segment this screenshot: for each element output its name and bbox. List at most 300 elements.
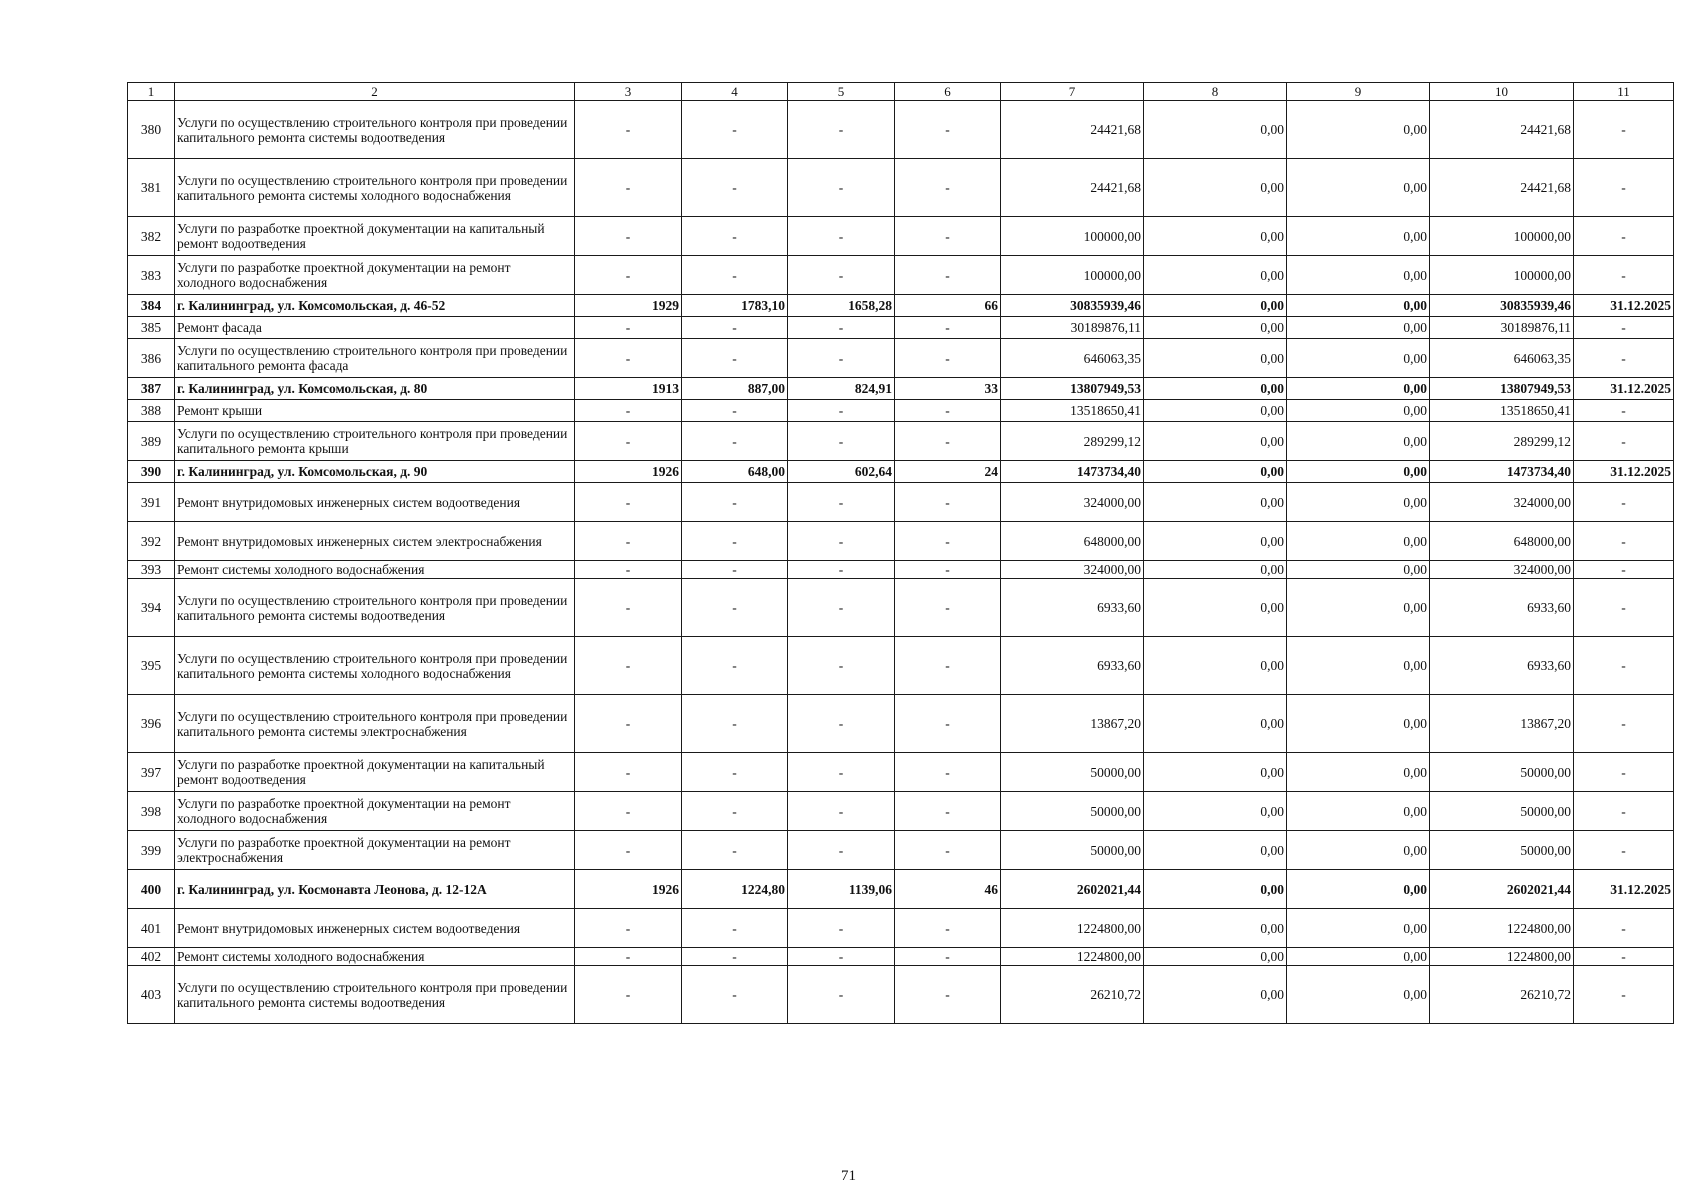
area-cell: - (682, 159, 788, 217)
deadline-cell: - (1574, 966, 1674, 1024)
cost-col8-cell: 0,00 (1144, 295, 1287, 317)
deadline-cell: - (1574, 831, 1674, 870)
table-row (128, 256, 1674, 295)
cost-col8-cell: 0,00 (1144, 422, 1287, 461)
deadline-cell: - (1574, 561, 1674, 579)
living-area-cell: - (788, 831, 895, 870)
row-number-cell: 380 (128, 101, 175, 159)
cost-col9-cell: 0,00 (1287, 378, 1430, 400)
living-area-cell: 824,91 (788, 378, 895, 400)
living-area-cell: - (788, 753, 895, 792)
description-cell: Услуги по разработке проектной документации на ремонт холодного водоснабжения (175, 256, 575, 295)
cost-col10-cell: 324000,00 (1430, 561, 1574, 579)
year-cell: - (575, 400, 682, 422)
cost-col9-cell: 0,00 (1287, 753, 1430, 792)
table-header-row (128, 83, 1674, 101)
year-cell: - (575, 637, 682, 695)
row-number-cell: 394 (128, 579, 175, 637)
cost-col10-cell: 648000,00 (1430, 522, 1574, 561)
year-cell: - (575, 217, 682, 256)
row-number-cell: 389 (128, 422, 175, 461)
living-area-cell: - (788, 422, 895, 461)
row-number-cell: 381 (128, 159, 175, 217)
cost-col8-cell: 0,00 (1144, 378, 1287, 400)
row-number-cell: 403 (128, 966, 175, 1024)
area-cell: 887,00 (682, 378, 788, 400)
area-cell: - (682, 101, 788, 159)
cost-col9-cell: 0,00 (1287, 695, 1430, 753)
description-cell: Услуги по разработке проектной документации на капитальный ремонт водоотведения (175, 753, 575, 792)
cost-col8-cell: 0,00 (1144, 637, 1287, 695)
cost-col8-cell: 0,00 (1144, 831, 1287, 870)
area-cell: 1783,10 (682, 295, 788, 317)
year-cell: 1926 (575, 461, 682, 483)
deadline-cell: - (1574, 948, 1674, 966)
cost-col8-cell: 0,00 (1144, 101, 1287, 159)
residents-cell: - (895, 339, 1001, 378)
table-body (128, 83, 1674, 1024)
cost-col8-cell: 0,00 (1144, 792, 1287, 831)
description-cell: Ремонт фасада (175, 317, 575, 339)
total-cost-cell: 26210,72 (1001, 966, 1144, 1024)
cost-col8-cell: 0,00 (1144, 909, 1287, 948)
deadline-cell: - (1574, 695, 1674, 753)
table-row (128, 966, 1674, 1024)
description-cell: Услуги по разработке проектной документации на ремонт электроснабжения (175, 831, 575, 870)
row-number-cell: 392 (128, 522, 175, 561)
cost-col10-cell: 2602021,44 (1430, 870, 1574, 909)
year-cell: - (575, 256, 682, 295)
area-cell: - (682, 483, 788, 522)
description-cell: Ремонт внутридомовых инженерных систем электроснабжения (175, 522, 575, 561)
residents-cell: - (895, 317, 1001, 339)
residents-cell: - (895, 792, 1001, 831)
cost-col10-cell: 50000,00 (1430, 831, 1574, 870)
year-cell: - (575, 695, 682, 753)
description-cell: Услуги по осуществлению строительного контроля при проведении капитального ремонта системы электроснабжения (175, 695, 575, 753)
deadline-cell: - (1574, 339, 1674, 378)
deadline-cell: 31.12.2025 (1574, 295, 1674, 317)
deadline-cell: - (1574, 909, 1674, 948)
year-cell: 1913 (575, 378, 682, 400)
table-row (128, 483, 1674, 522)
deadline-cell: 31.12.2025 (1574, 461, 1674, 483)
column-header: 5 (788, 83, 895, 101)
residents-cell: - (895, 579, 1001, 637)
area-cell: 648,00 (682, 461, 788, 483)
table-row (128, 948, 1674, 966)
year-cell: - (575, 831, 682, 870)
living-area-cell: - (788, 792, 895, 831)
description-cell: Услуги по разработке проектной документации на капитальный ремонт водоотведения (175, 217, 575, 256)
cost-col10-cell: 24421,68 (1430, 159, 1574, 217)
table-row (128, 378, 1674, 400)
description-cell: Ремонт внутридомовых инженерных систем водоотведения (175, 483, 575, 522)
living-area-cell: - (788, 948, 895, 966)
column-header: 3 (575, 83, 682, 101)
description-cell: Услуги по осуществлению строительного контроля при проведении капитального ремонта крыши (175, 422, 575, 461)
cost-col9-cell: 0,00 (1287, 579, 1430, 637)
total-cost-cell: 1473734,40 (1001, 461, 1144, 483)
year-cell: 1929 (575, 295, 682, 317)
residents-cell: - (895, 695, 1001, 753)
deadline-cell: - (1574, 256, 1674, 295)
living-area-cell: - (788, 909, 895, 948)
cost-col8-cell: 0,00 (1144, 579, 1287, 637)
description-cell: Услуги по осуществлению строительного контроля при проведении капитального ремонта системы холодного водоснабжения (175, 159, 575, 217)
row-number-cell: 399 (128, 831, 175, 870)
cost-col9-cell: 0,00 (1287, 101, 1430, 159)
area-cell: - (682, 695, 788, 753)
cost-col10-cell: 6933,60 (1430, 637, 1574, 695)
table-row (128, 400, 1674, 422)
cost-col9-cell: 0,00 (1287, 217, 1430, 256)
cost-col9-cell: 0,00 (1287, 966, 1430, 1024)
table-row (128, 317, 1674, 339)
living-area-cell: 1139,06 (788, 870, 895, 909)
cost-col10-cell: 50000,00 (1430, 792, 1574, 831)
row-number-cell: 387 (128, 378, 175, 400)
total-cost-cell: 30189876,11 (1001, 317, 1144, 339)
deadline-cell: - (1574, 400, 1674, 422)
total-cost-cell: 2602021,44 (1001, 870, 1144, 909)
area-cell: - (682, 217, 788, 256)
cost-col10-cell: 324000,00 (1430, 483, 1574, 522)
cost-col8-cell: 0,00 (1144, 483, 1287, 522)
cost-col8-cell: 0,00 (1144, 870, 1287, 909)
deadline-cell: - (1574, 159, 1674, 217)
row-number-cell: 384 (128, 295, 175, 317)
cost-col9-cell: 0,00 (1287, 870, 1430, 909)
cost-col9-cell: 0,00 (1287, 792, 1430, 831)
table-row (128, 637, 1674, 695)
total-cost-cell: 324000,00 (1001, 561, 1144, 579)
deadline-cell: - (1574, 101, 1674, 159)
living-area-cell: - (788, 339, 895, 378)
residents-cell: - (895, 483, 1001, 522)
area-cell: - (682, 400, 788, 422)
deadline-cell: - (1574, 522, 1674, 561)
row-number-cell: 382 (128, 217, 175, 256)
column-header: 1 (128, 83, 175, 101)
cost-col9-cell: 0,00 (1287, 339, 1430, 378)
description-cell: Услуги по осуществлению строительного контроля при проведении капитального ремонта системы водоотведения (175, 579, 575, 637)
total-cost-cell: 13807949,53 (1001, 378, 1144, 400)
cost-col9-cell: 0,00 (1287, 948, 1430, 966)
area-cell: - (682, 753, 788, 792)
cost-col8-cell: 0,00 (1144, 339, 1287, 378)
column-header: 4 (682, 83, 788, 101)
table-row (128, 422, 1674, 461)
cost-col10-cell: 30835939,46 (1430, 295, 1574, 317)
living-area-cell: - (788, 400, 895, 422)
area-cell: - (682, 792, 788, 831)
row-number-cell: 398 (128, 792, 175, 831)
cost-col9-cell: 0,00 (1287, 295, 1430, 317)
residents-cell: 66 (895, 295, 1001, 317)
description-cell: Услуги по осуществлению строительного контроля при проведении капитального ремонта системы холодного водоснабжения (175, 637, 575, 695)
year-cell: - (575, 339, 682, 378)
total-cost-cell: 50000,00 (1001, 792, 1144, 831)
table-row (128, 579, 1674, 637)
description-cell: Ремонт системы холодного водоснабжения (175, 561, 575, 579)
living-area-cell: - (788, 483, 895, 522)
cost-col8-cell: 0,00 (1144, 753, 1287, 792)
residents-cell: - (895, 217, 1001, 256)
total-cost-cell: 100000,00 (1001, 256, 1144, 295)
column-header: 6 (895, 83, 1001, 101)
row-number-cell: 383 (128, 256, 175, 295)
row-number-cell: 390 (128, 461, 175, 483)
description-cell: Услуги по осуществлению строительного контроля при проведении капитального ремонта системы водоотведения (175, 966, 575, 1024)
year-cell: - (575, 909, 682, 948)
total-cost-cell: 1224800,00 (1001, 909, 1144, 948)
table-row (128, 461, 1674, 483)
total-cost-cell: 13518650,41 (1001, 400, 1144, 422)
cost-col10-cell: 26210,72 (1430, 966, 1574, 1024)
year-cell: - (575, 101, 682, 159)
total-cost-cell: 289299,12 (1001, 422, 1144, 461)
deadline-cell: - (1574, 637, 1674, 695)
cost-col8-cell: 0,00 (1144, 695, 1287, 753)
area-cell: - (682, 339, 788, 378)
total-cost-cell: 1224800,00 (1001, 948, 1144, 966)
row-number-cell: 396 (128, 695, 175, 753)
table-row (128, 101, 1674, 159)
cost-col8-cell: 0,00 (1144, 948, 1287, 966)
cost-col9-cell: 0,00 (1287, 483, 1430, 522)
area-cell: - (682, 909, 788, 948)
year-cell: - (575, 317, 682, 339)
residents-cell: - (895, 561, 1001, 579)
total-cost-cell: 646063,35 (1001, 339, 1144, 378)
deadline-cell: - (1574, 792, 1674, 831)
living-area-cell: - (788, 966, 895, 1024)
total-cost-cell: 24421,68 (1001, 101, 1144, 159)
table-row (128, 753, 1674, 792)
year-cell: - (575, 948, 682, 966)
cost-col10-cell: 100000,00 (1430, 256, 1574, 295)
column-header: 9 (1287, 83, 1430, 101)
residents-cell: - (895, 909, 1001, 948)
area-cell: - (682, 579, 788, 637)
cost-col10-cell: 1224800,00 (1430, 909, 1574, 948)
row-number-cell: 385 (128, 317, 175, 339)
table-row (128, 831, 1674, 870)
description-cell: Услуги по разработке проектной документации на ремонт холодного водоснабжения (175, 792, 575, 831)
residents-cell: - (895, 966, 1001, 1024)
deadline-cell: - (1574, 217, 1674, 256)
table-row (128, 159, 1674, 217)
cost-col10-cell: 30189876,11 (1430, 317, 1574, 339)
column-header: 11 (1574, 83, 1674, 101)
deadline-cell: - (1574, 422, 1674, 461)
year-cell: - (575, 966, 682, 1024)
page-number: 71 (841, 1168, 856, 1184)
year-cell: - (575, 522, 682, 561)
residents-cell: - (895, 831, 1001, 870)
living-area-cell: - (788, 159, 895, 217)
cost-col10-cell: 6933,60 (1430, 579, 1574, 637)
year-cell: - (575, 579, 682, 637)
description-cell: Услуги по осуществлению строительного контроля при проведении капитального ремонта системы водоотведения (175, 101, 575, 159)
area-cell: - (682, 966, 788, 1024)
cost-col9-cell: 0,00 (1287, 159, 1430, 217)
row-number-cell: 386 (128, 339, 175, 378)
cost-col10-cell: 646063,35 (1430, 339, 1574, 378)
cost-col8-cell: 0,00 (1144, 966, 1287, 1024)
living-area-cell: - (788, 637, 895, 695)
cost-col9-cell: 0,00 (1287, 256, 1430, 295)
description-cell: г. Калининград, ул. Комсомольская, д. 46-52 (175, 295, 575, 317)
cost-col10-cell: 50000,00 (1430, 753, 1574, 792)
year-cell: - (575, 792, 682, 831)
area-cell: - (682, 561, 788, 579)
area-cell: 1224,80 (682, 870, 788, 909)
description-cell: Ремонт внутридомовых инженерных систем водоотведения (175, 909, 575, 948)
living-area-cell: - (788, 561, 895, 579)
total-cost-cell: 324000,00 (1001, 483, 1144, 522)
row-number-cell: 401 (128, 909, 175, 948)
cost-col10-cell: 289299,12 (1430, 422, 1574, 461)
table-row (128, 339, 1674, 378)
description-cell: Услуги по осуществлению строительного контроля при проведении капитального ремонта фасада (175, 339, 575, 378)
row-number-cell: 391 (128, 483, 175, 522)
total-cost-cell: 13867,20 (1001, 695, 1144, 753)
cost-col10-cell: 1473734,40 (1430, 461, 1574, 483)
cost-col9-cell: 0,00 (1287, 561, 1430, 579)
deadline-cell: - (1574, 317, 1674, 339)
deadline-cell: 31.12.2025 (1574, 378, 1674, 400)
column-header: 10 (1430, 83, 1574, 101)
residents-cell: - (895, 637, 1001, 695)
cost-col9-cell: 0,00 (1287, 461, 1430, 483)
cost-col10-cell: 13518650,41 (1430, 400, 1574, 422)
column-header: 8 (1144, 83, 1287, 101)
residents-cell: 46 (895, 870, 1001, 909)
living-area-cell: - (788, 522, 895, 561)
area-cell: - (682, 637, 788, 695)
cost-col9-cell: 0,00 (1287, 909, 1430, 948)
area-cell: - (682, 948, 788, 966)
description-cell: г. Калининград, ул. Комсомольская, д. 80 (175, 378, 575, 400)
deadline-cell: - (1574, 579, 1674, 637)
area-cell: - (682, 831, 788, 870)
residents-cell: - (895, 400, 1001, 422)
cost-col9-cell: 0,00 (1287, 422, 1430, 461)
residents-cell: - (895, 101, 1001, 159)
total-cost-cell: 30835939,46 (1001, 295, 1144, 317)
deadline-cell: - (1574, 753, 1674, 792)
deadline-cell: 31.12.2025 (1574, 870, 1674, 909)
residents-cell: 33 (895, 378, 1001, 400)
cost-col10-cell: 13807949,53 (1430, 378, 1574, 400)
row-number-cell: 388 (128, 400, 175, 422)
total-cost-cell: 50000,00 (1001, 753, 1144, 792)
table-row (128, 295, 1674, 317)
data-table (127, 82, 1674, 1024)
living-area-cell: - (788, 317, 895, 339)
total-cost-cell: 6933,60 (1001, 637, 1144, 695)
year-cell: - (575, 561, 682, 579)
cost-col8-cell: 0,00 (1144, 561, 1287, 579)
total-cost-cell: 50000,00 (1001, 831, 1144, 870)
table-row (128, 522, 1674, 561)
cost-col8-cell: 0,00 (1144, 522, 1287, 561)
description-cell: Ремонт системы холодного водоснабжения (175, 948, 575, 966)
description-cell: г. Калининград, ул. Космонавта Леонова, д. 12-12А (175, 870, 575, 909)
row-number-cell: 393 (128, 561, 175, 579)
living-area-cell: 1658,28 (788, 295, 895, 317)
table-row (128, 217, 1674, 256)
living-area-cell: - (788, 695, 895, 753)
year-cell: - (575, 483, 682, 522)
living-area-cell: - (788, 579, 895, 637)
cost-col8-cell: 0,00 (1144, 159, 1287, 217)
year-cell: - (575, 422, 682, 461)
cost-col10-cell: 13867,20 (1430, 695, 1574, 753)
year-cell: - (575, 753, 682, 792)
row-number-cell: 400 (128, 870, 175, 909)
total-cost-cell: 100000,00 (1001, 217, 1144, 256)
cost-col8-cell: 0,00 (1144, 317, 1287, 339)
table-row (128, 909, 1674, 948)
column-header: 7 (1001, 83, 1144, 101)
description-cell: г. Калининград, ул. Комсомольская, д. 90 (175, 461, 575, 483)
living-area-cell: - (788, 101, 895, 159)
year-cell: 1926 (575, 870, 682, 909)
total-cost-cell: 6933,60 (1001, 579, 1144, 637)
cost-col10-cell: 100000,00 (1430, 217, 1574, 256)
total-cost-cell: 648000,00 (1001, 522, 1144, 561)
description-cell: Ремонт крыши (175, 400, 575, 422)
table-row (128, 792, 1674, 831)
residents-cell: - (895, 422, 1001, 461)
residents-cell: 24 (895, 461, 1001, 483)
cost-col9-cell: 0,00 (1287, 637, 1430, 695)
area-cell: - (682, 317, 788, 339)
cost-col9-cell: 0,00 (1287, 522, 1430, 561)
row-number-cell: 402 (128, 948, 175, 966)
total-cost-cell: 24421,68 (1001, 159, 1144, 217)
row-number-cell: 395 (128, 637, 175, 695)
living-area-cell: - (788, 217, 895, 256)
cost-col8-cell: 0,00 (1144, 400, 1287, 422)
residents-cell: - (895, 159, 1001, 217)
table-row (128, 561, 1674, 579)
cost-col9-cell: 0,00 (1287, 831, 1430, 870)
residents-cell: - (895, 948, 1001, 966)
table-row (128, 695, 1674, 753)
residents-cell: - (895, 256, 1001, 295)
table-row (128, 870, 1674, 909)
cost-col10-cell: 24421,68 (1430, 101, 1574, 159)
area-cell: - (682, 522, 788, 561)
cost-col10-cell: 1224800,00 (1430, 948, 1574, 966)
year-cell: - (575, 159, 682, 217)
column-header: 2 (175, 83, 575, 101)
cost-col9-cell: 0,00 (1287, 400, 1430, 422)
living-area-cell: - (788, 256, 895, 295)
living-area-cell: 602,64 (788, 461, 895, 483)
area-cell: - (682, 256, 788, 295)
residents-cell: - (895, 753, 1001, 792)
area-cell: - (682, 422, 788, 461)
residents-cell: - (895, 522, 1001, 561)
row-number-cell: 397 (128, 753, 175, 792)
cost-col8-cell: 0,00 (1144, 256, 1287, 295)
deadline-cell: - (1574, 483, 1674, 522)
